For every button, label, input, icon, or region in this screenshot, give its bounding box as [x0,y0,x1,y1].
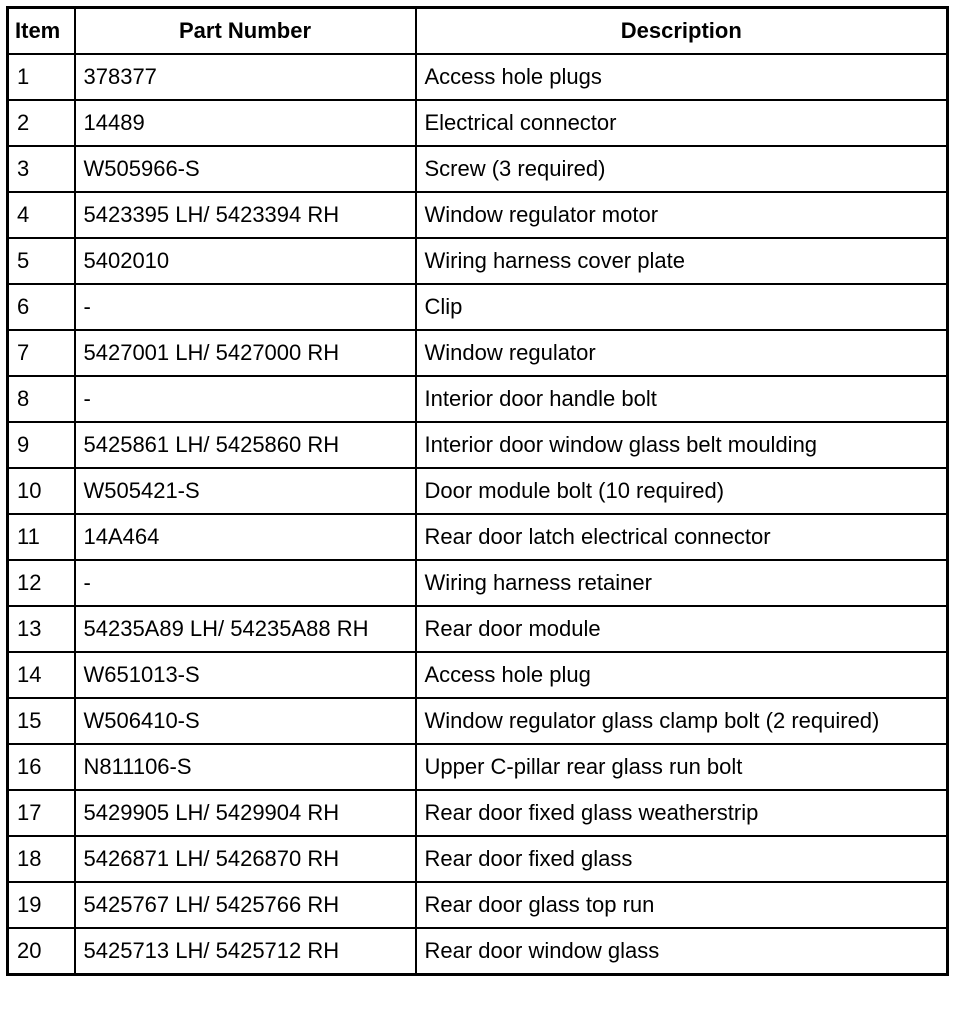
cell-part-number: - [75,376,416,422]
cell-part-number: 5425713 LH/ 5425712 RH [75,928,416,975]
table-row [8,192,948,238]
table-row [8,606,948,652]
cell-part-number: 5429905 LH/ 5429904 RH [75,790,416,836]
cell-part-number: 14A464 [75,514,416,560]
table-row [8,146,948,192]
cell-part-number: 5425861 LH/ 5425860 RH [75,422,416,468]
cell-part-number: W506410-S [75,698,416,744]
cell-item: 19 [8,882,75,928]
cell-part-number: W651013-S [75,652,416,698]
cell-description: Rear door glass top run [416,882,948,928]
header-description: Description [416,8,948,55]
cell-description: Wiring harness cover plate [416,238,948,284]
cell-item: 2 [8,100,75,146]
cell-description: Door module bolt (10 required) [416,468,948,514]
cell-item: 3 [8,146,75,192]
table-row [8,928,948,975]
cell-part-number: 378377 [75,54,416,100]
header-part-number: Part Number [75,8,416,55]
table-row [8,514,948,560]
cell-item: 12 [8,560,75,606]
cell-item: 6 [8,284,75,330]
cell-description: Access hole plugs [416,54,948,100]
table-row [8,422,948,468]
table-row [8,468,948,514]
table-row [8,560,948,606]
cell-part-number: W505421-S [75,468,416,514]
cell-description: Upper C-pillar rear glass run bolt [416,744,948,790]
cell-part-number: - [75,284,416,330]
table-row [8,100,948,146]
cell-description: Screw (3 required) [416,146,948,192]
cell-description: Window regulator motor [416,192,948,238]
cell-item: 4 [8,192,75,238]
table-row [8,882,948,928]
cell-item: 17 [8,790,75,836]
cell-part-number: 14489 [75,100,416,146]
table-row [8,54,948,100]
cell-description: Window regulator glass clamp bolt (2 required) [416,698,948,744]
cell-description: Window regulator [416,330,948,376]
table-row [8,376,948,422]
cell-description: Rear door window glass [416,928,948,975]
cell-part-number: 54235A89 LH/ 54235A88 RH [75,606,416,652]
table-header-row [8,8,948,55]
cell-description: Clip [416,284,948,330]
table-row [8,836,948,882]
cell-item: 10 [8,468,75,514]
cell-item: 20 [8,928,75,975]
cell-item: 15 [8,698,75,744]
table-row [8,652,948,698]
table-row [8,790,948,836]
cell-part-number: N811106-S [75,744,416,790]
cell-description: Interior door handle bolt [416,376,948,422]
table-row [8,284,948,330]
cell-item: 8 [8,376,75,422]
cell-description: Rear door latch electrical connector [416,514,948,560]
table-row [8,698,948,744]
table-row [8,238,948,284]
cell-description: Electrical connector [416,100,948,146]
cell-description: Access hole plug [416,652,948,698]
header-item: Item [8,8,75,55]
cell-item: 18 [8,836,75,882]
cell-part-number: 5425767 LH/ 5425766 RH [75,882,416,928]
cell-part-number: 5426871 LH/ 5426870 RH [75,836,416,882]
cell-part-number: 5427001 LH/ 5427000 RH [75,330,416,376]
cell-part-number: 5423395 LH/ 5423394 RH [75,192,416,238]
table-row [8,330,948,376]
cell-description: Rear door module [416,606,948,652]
parts-table [6,6,949,976]
table-row [8,744,948,790]
cell-description: Rear door fixed glass weatherstrip [416,790,948,836]
parts-table-container [6,6,949,976]
cell-item: 7 [8,330,75,376]
cell-part-number: 5402010 [75,238,416,284]
cell-description: Rear door fixed glass [416,836,948,882]
cell-item: 13 [8,606,75,652]
cell-item: 11 [8,514,75,560]
cell-part-number: W505966-S [75,146,416,192]
cell-item: 5 [8,238,75,284]
cell-item: 1 [8,54,75,100]
cell-item: 16 [8,744,75,790]
table-body [8,54,948,975]
cell-item: 9 [8,422,75,468]
cell-part-number: - [75,560,416,606]
cell-description: Wiring harness retainer [416,560,948,606]
cell-item: 14 [8,652,75,698]
cell-description: Interior door window glass belt moulding [416,422,948,468]
